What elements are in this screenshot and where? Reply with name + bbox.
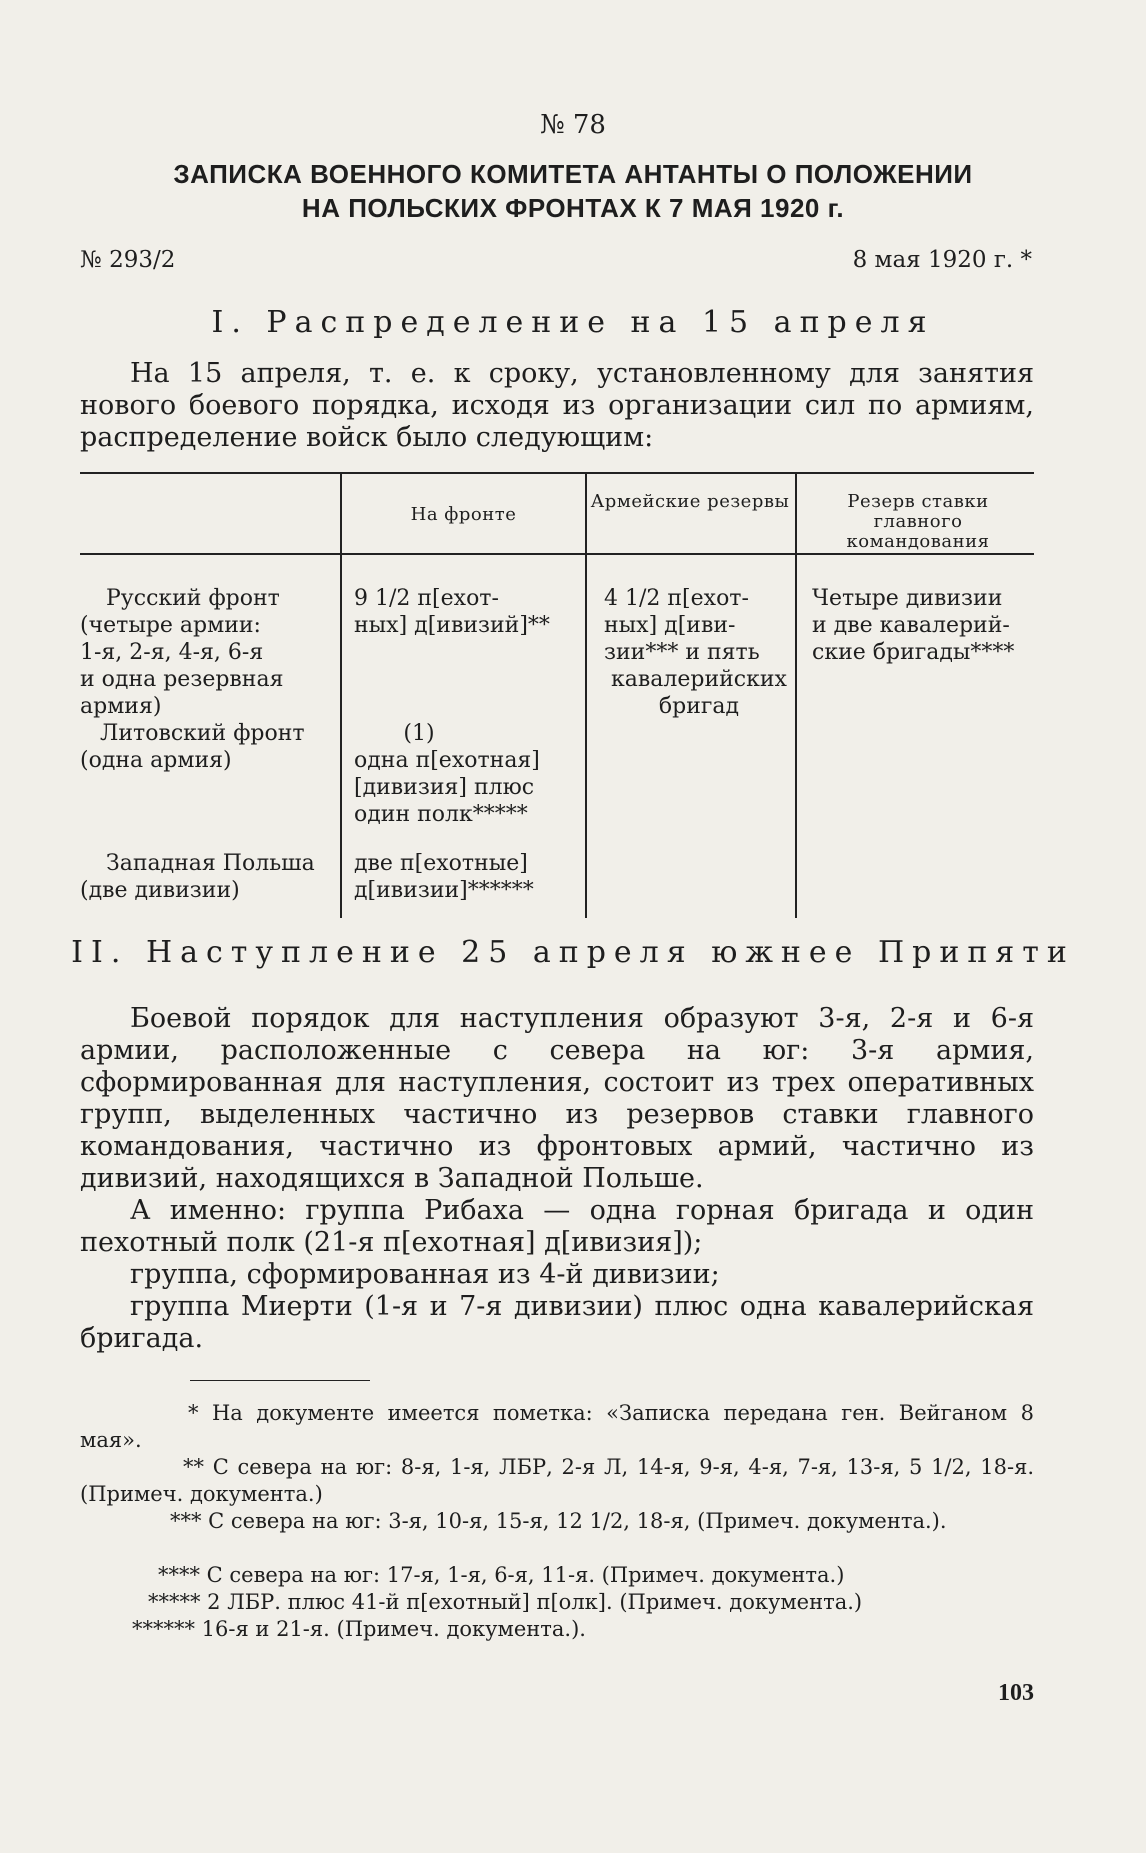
label-line: Литовский фронт <box>100 721 305 746</box>
label-line: (одна армия) <box>80 748 232 773</box>
document-title <box>0 157 1146 225</box>
footnote-4: **** С севера на юг: 17-я, 1-я, 6-я, 11-я. (Примеч. документа.) <box>158 1563 845 1587</box>
table-divider-1 <box>340 473 342 918</box>
cell-line: ных] д[ивизий]** <box>354 613 550 638</box>
title-line-1: ЗАПИСКА ВОЕННОГО КОМИТЕТА АНТАНТЫ О ПОЛОЖЕНИИ <box>173 159 973 189</box>
row-label-russian-front <box>80 585 320 774</box>
table-divider-2 <box>585 473 587 918</box>
section-2-body <box>80 1003 1034 1355</box>
label-line: Русский фронт <box>106 586 280 611</box>
cell-line: д[ивизии]****** <box>354 878 534 903</box>
label-line: армия) <box>80 694 162 719</box>
label-line: 1-я, 2-я, 4-я, 6-я <box>80 640 264 665</box>
label-line: Западная Польша <box>106 851 315 876</box>
table-header-front: На фронте <box>410 504 517 525</box>
section-1-intro <box>80 358 1034 454</box>
cell-line: 4 1/2 п[ехот- <box>604 586 749 611</box>
footnote-6: ****** 16-я и 21-я. (Примеч. документа.). <box>132 1617 586 1641</box>
footnote-1: * На документе имеется пометка: «Записка передана ген. Вейганом 8 мая». <box>80 1401 1034 1452</box>
cell-line: ных] д[иви- <box>604 613 736 638</box>
table-divider-3 <box>795 473 797 918</box>
body-paragraph: А именно: группа Рибаха — одна горная бригада и один пехотный полк (21-я п[ехотная] д[ивизия]); <box>80 1195 1034 1258</box>
cell-line: (1) <box>403 721 435 746</box>
cell-line: две п[ехотные] <box>354 851 528 876</box>
body-paragraph: Боевой порядок для наступления образуют 3-я, 2-я и 6-я армии, расположенные с севера на юг: 3-я армия, сформированная для наступления, состоит из трех оперативных групп, выделенных частично из резервов ставки главного командования, частично из фронтовых армий, частично из дивизий, находящихся в Западной Польше. <box>80 1003 1034 1194</box>
cell-russian-hq-reserve <box>812 585 1037 666</box>
cell-line: кавалерийских <box>611 667 787 692</box>
cell-line: [дивизия] плюс <box>354 775 535 800</box>
page-number: 103 <box>998 1680 1034 1706</box>
cell-line: 9 1/2 п[ехот- <box>354 586 499 611</box>
cell-line: ские бригады**** <box>812 640 1015 665</box>
cell-western-poland-front <box>354 850 584 904</box>
footnote-2: ** С севера на юг: 8-я, 1-я, ЛБР, 2-я Л, 14-я, 9-я, 4-я, 7-я, 13-я, 5 1/2, 18-я. (Примеч. документа.) <box>80 1455 1034 1506</box>
footnote-5: ***** 2 ЛБР. плюс 41-й п[ехотный] п[олк]. (Примеч. документа.) <box>148 1590 863 1614</box>
cell-line: бригад <box>658 694 740 719</box>
cell-line: Четыре дивизии <box>812 586 1003 611</box>
cell-russian-front <box>354 585 584 639</box>
table-header-rule <box>80 553 1034 555</box>
table-header-hq-reserve: Резерв ставки главного командования <box>846 491 990 552</box>
reference-number: № 293/2 <box>80 247 176 273</box>
cell-line: и две кавалерий- <box>812 613 1010 638</box>
label-line: (четыре армии: <box>80 613 261 638</box>
cell-line: один полк***** <box>354 802 528 827</box>
document-date: 8 мая 1920 г. * <box>852 247 1032 273</box>
cell-line: зии*** и пять <box>604 640 760 665</box>
row-label-western-poland <box>80 850 330 904</box>
footnote-3: *** С севера на юг: 3-я, 10-я, 15-я, 12 1/2, 18-я, (Примеч. документа.). <box>170 1509 947 1533</box>
title-line-2: НА ПОЛЬСКИХ ФРОНТАХ К 7 МАЯ 1920 г. <box>301 193 845 223</box>
intro-paragraph: На 15 апреля, т. е. к сроку, установленному для занятия нового боевого порядка, исходя из организации сил по армиям, распределение войск было следующим: <box>80 358 1034 453</box>
label-line: и одна резервная <box>80 667 284 692</box>
table-header-army-reserve: Армейские резервы <box>590 491 790 512</box>
body-paragraph: группа Миерти (1-я и 7-я дивизии) плюс одна кавалерийская бригада. <box>80 1291 1034 1354</box>
cell-lithuanian-front <box>354 720 584 828</box>
footnote-rule <box>190 1380 370 1381</box>
cell-line: одна п[ехотная] <box>354 748 540 773</box>
document-number: № 78 <box>540 110 606 140</box>
section-2-heading: II. Наступление 25 апреля южнее Припяти <box>71 935 1075 970</box>
section-1-heading: I. Распределение на 15 апреля <box>211 305 935 340</box>
cell-russian-army-reserve <box>604 585 794 720</box>
label-line: (две дивизии) <box>80 878 240 903</box>
body-paragraph: группа, сформированная из 4-й дивизии; <box>130 1259 720 1290</box>
table-top-rule <box>80 472 1034 474</box>
